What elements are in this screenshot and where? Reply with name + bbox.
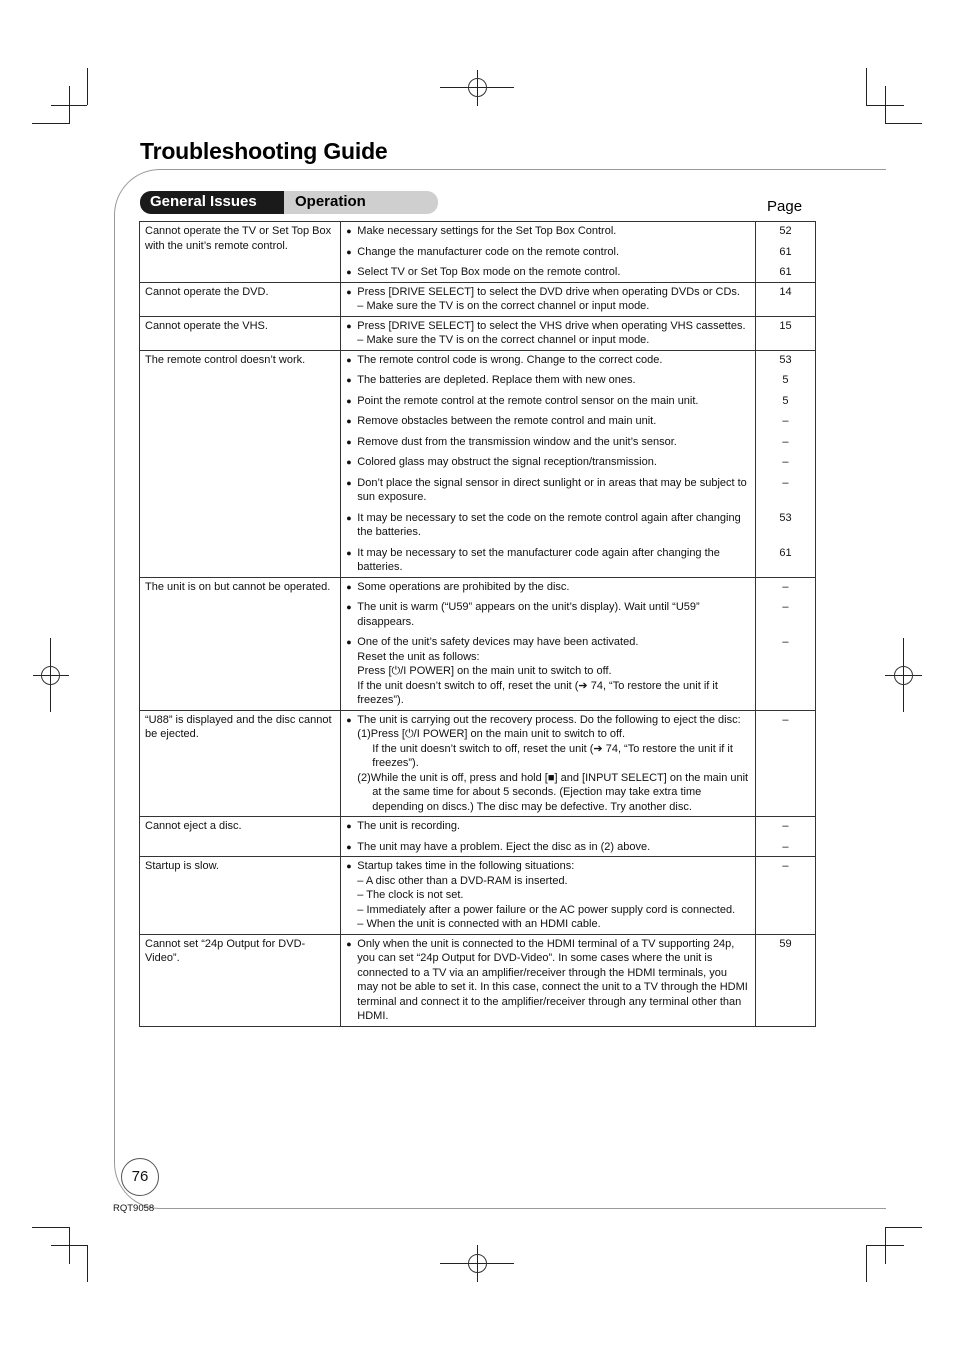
page-ref: 61: [779, 546, 792, 559]
section-tabs: [140, 191, 438, 214]
remedy-text: Only when the unit is connected to the HDMI terminal of a TV supporting 24p, you can set “24p Output for DVD-Video”. In some cases where the unit is connected to a TV via an amplifier/receiver through the HDMI terminals, you may not be able to set it. In this case, connect the unit to a TV through the HDMI terminal and connect it to the amplifier/receiver through any terminal other than HDMI.: [357, 937, 748, 1022]
page-ref-cell: [755, 577, 815, 710]
remedy-item: [346, 600, 750, 629]
page-ref: –: [782, 820, 789, 832]
page-ref: 52: [779, 225, 792, 237]
remedy-item: [346, 580, 750, 595]
remedy-step: (1)Press [⏻/I POWER] on the main unit to switch to off.: [357, 728, 626, 740]
page-ref: –: [782, 860, 789, 872]
page-ref: 5: [782, 394, 789, 407]
remedy-text: Remove dust from the transmission window and the unit’s sensor.: [357, 435, 677, 448]
remedy-text: Make necessary settings for the Set Top Box Control.: [357, 225, 617, 237]
bullet-icon: ●: [346, 436, 352, 447]
remedy-cell: [341, 934, 756, 1026]
remedy-item: [346, 224, 750, 239]
page-ref-cell: [755, 710, 815, 817]
remedy-text: It may be necessary to set the code on the remote control again after changing the batteries.: [357, 511, 741, 538]
remedy-cell: [341, 350, 756, 577]
remedy-item: [346, 394, 750, 409]
remedy-cell: [341, 710, 756, 817]
page-ref-cell: [755, 817, 815, 857]
bullet-icon: ●: [346, 267, 352, 277]
remedy-item: [346, 819, 750, 834]
remedy-item: [346, 713, 750, 815]
bullet-icon: ●: [346, 512, 352, 523]
remedy-line: If the unit doesn’t switch to off, reset the unit (➔ 74, “To restore the unit if it freezes”).: [357, 679, 718, 706]
bullet-icon: ●: [346, 581, 352, 592]
remedy-cell: [341, 222, 756, 283]
bullet-icon: ●: [346, 416, 352, 426]
remedy-item: [346, 265, 750, 280]
problem-cell: “U88” is displayed and the disc cannot be ejected.: [140, 710, 341, 817]
page-ref: –: [782, 636, 789, 648]
remedy-text: Press [DRIVE SELECT] to select the VHS drive when operating VHS cassettes.: [357, 319, 746, 332]
bullet-icon: ●: [346, 246, 352, 257]
remedy-item: [346, 435, 750, 450]
problem-cell: The remote control doesn’t work.: [140, 350, 341, 577]
bullet-icon: ●: [346, 602, 352, 612]
remedy-line: Reset the unit as follows:: [357, 650, 480, 663]
remedy-subnote: – Make sure the TV is on the correct channel or input mode.: [357, 334, 650, 346]
remedy-cell: [341, 282, 756, 316]
bullet-icon: ●: [346, 714, 352, 725]
remedy-text: Colored glass may obstruct the signal reception/transmission.: [357, 456, 657, 468]
tab-operation: Operation: [284, 191, 438, 214]
problem-cell: Cannot operate the VHS.: [140, 316, 341, 350]
remedy-line: – When the unit is connected with an HDMI cable.: [357, 918, 601, 930]
page-ref: –: [782, 713, 789, 726]
remedy-item: [346, 373, 750, 388]
page-ref: –: [782, 456, 789, 468]
page-ref: –: [782, 435, 789, 448]
page-ref: 5: [782, 374, 789, 386]
table-row: [140, 817, 816, 857]
page-ref: 53: [779, 511, 792, 524]
remedy-text: It may be necessary to set the manufacturer code again after changing the batteries.: [357, 546, 720, 573]
remedy-text: Select TV or Set Top Box mode on the remote control.: [357, 266, 621, 278]
remedy-item: [346, 245, 750, 260]
remedy-cell: [341, 577, 756, 710]
remedy-text: Change the manufacturer code on the remote control.: [357, 245, 620, 258]
bullet-icon: ●: [346, 286, 352, 297]
page-ref: 59: [779, 937, 792, 950]
page-ref-cell: [755, 222, 815, 283]
page-ref-cell: [755, 857, 815, 935]
page-ref-cell: [755, 350, 815, 577]
bullet-icon: ●: [346, 477, 352, 488]
remedy-item: [346, 455, 750, 470]
page-ref: –: [782, 840, 789, 853]
remedy-text: Remove obstacles between the remote control and main unit.: [357, 415, 657, 427]
bullet-icon: ●: [346, 938, 352, 949]
remedy-text: The unit is recording.: [357, 820, 461, 832]
remedy-text: The unit is carrying out the recovery process. Do the following to eject the disc:: [357, 713, 741, 726]
remedy-text: Some operations are prohibited by the disc.: [357, 580, 570, 593]
remedy-item: [346, 635, 750, 708]
bullet-icon: ●: [346, 457, 352, 467]
page-ref: 53: [779, 353, 792, 366]
remedy-text: Startup takes time in the following situations:: [357, 860, 575, 872]
remedy-cell: [341, 857, 756, 935]
bullet-icon: ●: [346, 821, 352, 831]
remedy-item: [346, 859, 750, 932]
page-ref: 14: [779, 285, 792, 298]
remedy-item: [346, 937, 750, 1024]
table-row: [140, 222, 816, 283]
remedy-line: – A disc other than a DVD-RAM is inserted.: [357, 874, 568, 887]
problem-cell: Cannot operate the DVD.: [140, 282, 341, 316]
bullet-icon: ●: [346, 547, 352, 558]
remedy-item: [346, 511, 750, 540]
bullet-icon: ●: [346, 861, 352, 871]
page-ref-cell: [755, 934, 815, 1026]
remedy-item: [346, 353, 750, 368]
remedy-item: [346, 414, 750, 429]
bullet-icon: ●: [346, 375, 352, 385]
table-row: [140, 282, 816, 316]
bullet-icon: ●: [346, 226, 352, 236]
bullet-icon: ●: [346, 637, 352, 647]
remedy-line: – The clock is not set.: [357, 889, 464, 901]
page-ref-cell: [755, 316, 815, 350]
remedy-cell: [341, 817, 756, 857]
page-column-label: Page: [767, 198, 803, 215]
remedy-item: [346, 319, 750, 348]
remedy-line: Press [⏻/I POWER] on the main unit to switch to off.: [357, 665, 612, 677]
page-ref: –: [782, 601, 789, 613]
remedy-subnote: – Make sure the TV is on the correct channel or input mode.: [357, 300, 650, 312]
table-row: [140, 577, 816, 710]
remedy-item: [346, 840, 750, 855]
remedy-text: Press [DRIVE SELECT] to select the DVD drive when operating DVDs or CDs.: [357, 285, 740, 298]
table-row: [140, 350, 816, 577]
problem-cell: Cannot operate the TV or Set Top Box with the unit’s remote control.: [140, 222, 341, 283]
bullet-icon: ●: [346, 841, 352, 852]
table-row: [140, 316, 816, 350]
remedy-item: [346, 285, 750, 314]
page-number: 76: [121, 1158, 159, 1196]
remedy-cell: [341, 316, 756, 350]
remedy-text: The unit may have a problem. Eject the disc as in (2) above.: [357, 840, 651, 853]
page-ref: 61: [779, 245, 792, 258]
page-ref: 61: [779, 266, 792, 278]
page-ref: –: [782, 415, 789, 427]
remedy-text: One of the unit’s safety devices may have been activated.: [357, 636, 639, 648]
problem-cell: Cannot set “24p Output for DVD-Video”.: [140, 934, 341, 1026]
page-title: Troubleshooting Guide: [140, 138, 388, 164]
table-row: [140, 857, 816, 935]
remedy-item: [346, 546, 750, 575]
troubleshooting-table: [139, 221, 816, 1027]
problem-cell: Cannot eject a disc.: [140, 817, 341, 857]
table-row: [140, 934, 816, 1026]
table-row: [140, 710, 816, 817]
tab-general-issues: General Issues: [140, 191, 284, 214]
problem-cell: The unit is on but cannot be operated.: [140, 577, 341, 710]
bullet-icon: ●: [346, 354, 352, 365]
remedy-line: – Immediately after a power failure or the AC power supply cord is connected.: [357, 903, 736, 916]
remedy-step-note: If the unit doesn’t switch to off, reset the unit (➔ 74, “To restore the unit if it freezes”).: [372, 742, 733, 769]
remedy-text: The remote control code is wrong. Change to the correct code.: [357, 353, 663, 366]
page-ref: 15: [779, 319, 792, 332]
bullet-icon: ●: [346, 320, 352, 331]
problem-cell: Startup is slow.: [140, 857, 341, 935]
bullet-icon: ●: [346, 395, 352, 406]
remedy-text: Point the remote control at the remote control sensor on the main unit.: [357, 394, 699, 407]
remedy-text: The batteries are depleted. Replace them with new ones.: [357, 374, 636, 386]
page-ref: –: [782, 580, 789, 593]
document-code: RQT9058: [113, 1203, 155, 1214]
page-ref-cell: [755, 282, 815, 316]
remedy-text: Don’t place the signal sensor in direct sunlight or in areas that may be subject to sun exposure.: [357, 476, 747, 503]
remedy-item: [346, 476, 750, 505]
remedy-step: (2)While the unit is off, press and hold [■] and [INPUT SELECT] on the main unit at the same time for about 5 seconds. (Ejection may take extra time depending on discs.) The disc may be defective. Try another disc.: [357, 771, 749, 813]
page-ref: –: [782, 476, 789, 489]
remedy-text: The unit is warm (“U59” appears on the unit’s display). Wait until “U59” disappears.: [357, 601, 700, 628]
